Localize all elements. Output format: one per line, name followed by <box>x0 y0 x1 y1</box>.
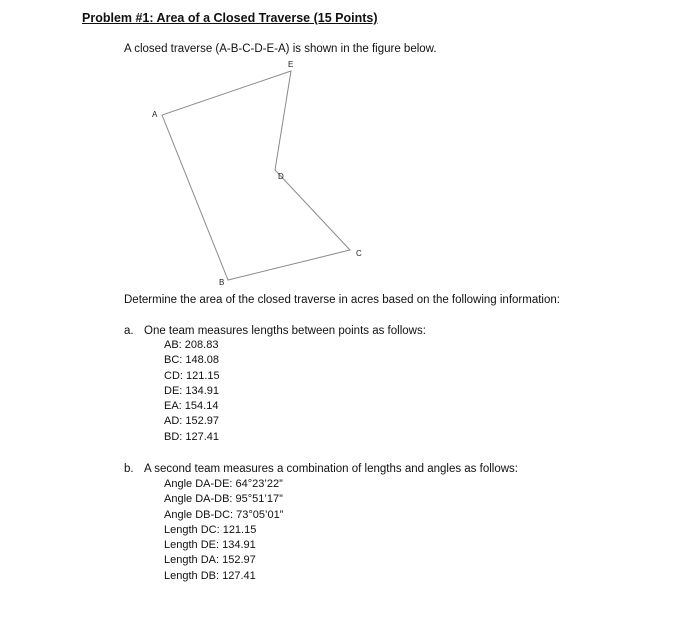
part-a-text: One team measures lengths between points as follows: <box>144 325 426 337</box>
part-b <box>124 463 518 475</box>
intro-text: A closed traverse (A-B-C-D-E-A) is shown in the figure below. <box>124 43 437 55</box>
point-label-e: E <box>288 60 294 69</box>
problem-title: Problem #1: Area of a Closed Traverse (15 Points) <box>82 11 378 25</box>
list-item: DE: 134.91 <box>164 384 220 397</box>
list-item: AB: 208.83 <box>164 339 219 351</box>
point-label-a: A <box>152 110 158 119</box>
part-b-measurements <box>164 477 283 584</box>
part-b-text: A second team measures a combination of lengths and angles as follows: <box>144 463 518 475</box>
part-b-marker: b. <box>124 463 134 475</box>
part-a-measurements <box>164 338 220 445</box>
point-label-b: B <box>219 278 225 287</box>
list-item: Length DE: 134.91 <box>164 539 256 552</box>
point-label-c: C <box>356 249 362 258</box>
list-item: EA: 154.14 <box>164 400 219 413</box>
part-a <box>124 325 426 337</box>
list-item: BD: 127.41 <box>164 430 220 443</box>
instruction-text: Determine the area of the closed traverse in acres based on the following information: <box>124 294 560 306</box>
list-item: BC: 148.08 <box>164 354 220 367</box>
list-item: Length DC: 121.15 <box>164 523 257 536</box>
list-item: Length DA: 152.97 <box>164 554 256 567</box>
traverse-polygon <box>162 71 350 280</box>
list-item: AD: 152.97 <box>164 415 220 428</box>
point-label-d: D <box>278 172 284 181</box>
list-item: CD: 121.15 <box>164 369 220 382</box>
list-item: Angle DA-DE: 64°23’22” <box>164 478 283 490</box>
list-item: Angle DA-DB: 95°51’17” <box>164 493 283 506</box>
part-a-marker: a. <box>124 325 134 337</box>
list-item: Angle DB-DC: 73°05’01” <box>164 508 284 521</box>
list-item: Length DB: 127.41 <box>164 569 256 582</box>
